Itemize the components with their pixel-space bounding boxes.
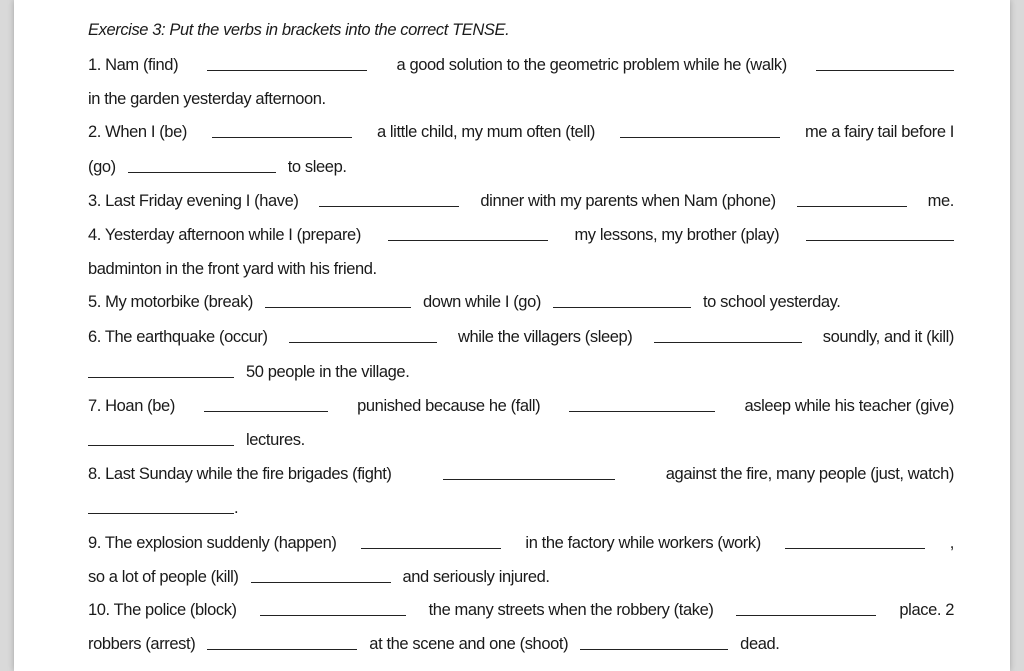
answer-blank[interactable] [816,70,954,71]
question-text: 2. When I (be) [88,123,187,141]
question-text: the many streets when the robbery (take) [428,601,714,619]
question-text: a good solution to the geometric problem while he (walk) [396,56,787,74]
question-text: while the villagers (sleep) [457,328,633,346]
answer-blank[interactable] [212,137,352,138]
question-text: dinner with my parents when Nam (phone) [480,192,776,210]
question-text: in the garden yesterday afternoon. [88,90,326,108]
exercise-title [88,18,954,40]
answer-blank[interactable] [128,172,276,173]
title-text: Exercise 3: Put the verbs in brackets into the correct TENSE. [88,21,510,39]
question-text: 50 people in the village. [246,363,410,381]
question-1-line-1 [88,53,954,75]
question-2-line-1 [88,120,954,142]
answer-blank[interactable] [620,137,780,138]
question-text: 9. The explosion suddenly (happen) [88,534,337,552]
question-text: punished because he (fall) [357,397,541,415]
question-text: lectures. [246,431,305,449]
answer-blank[interactable] [88,513,234,514]
answer-blank[interactable] [361,548,501,549]
question-text: . [234,499,239,517]
question-text: robbers (arrest) [88,635,196,653]
answer-blank[interactable] [443,479,615,480]
answer-blank[interactable] [388,240,548,241]
question-text: a little child, my mum often (tell) [376,123,595,141]
question-1-line-2 [88,87,954,109]
question-text: down while I (go) [423,293,541,311]
question-8-line-2 [88,496,954,518]
question-text: me a fairy tail before I [804,123,954,141]
question-text: 6. The earthquake (occur) [88,328,268,346]
answer-blank[interactable] [569,411,715,412]
answer-blank[interactable] [265,307,411,308]
question-9-line-1 [88,531,954,553]
question-text: asleep while his teacher (give) [744,397,954,415]
question-4-line-1 [88,223,954,245]
answer-blank[interactable] [289,342,437,343]
question-text: against the fire, many people (just, watch) [665,465,954,483]
answer-blank[interactable] [88,377,234,378]
question-text: 1. Nam (find) [88,56,179,74]
question-5-line-1 [88,290,954,312]
question-8-line-1 [88,462,954,484]
answer-blank[interactable] [260,615,406,616]
question-10-line-1 [88,598,954,620]
question-text: to sleep. [287,158,347,176]
question-text: in the factory while workers (work) [525,534,761,552]
worksheet-page [14,0,1010,671]
answer-blank[interactable] [207,70,367,71]
answer-blank[interactable] [88,445,234,446]
question-text: badminton in the front yard with his friend. [88,260,377,278]
question-text: 10. The police (block) [88,601,237,619]
question-text: 8. Last Sunday while the fire brigades (fight) [88,465,392,483]
question-7-line-2 [88,428,954,450]
answer-blank[interactable] [654,342,802,343]
question-text: at the scene and one (shoot) [369,635,569,653]
answer-blank[interactable] [806,240,954,241]
answer-blank[interactable] [251,582,391,583]
question-text: soundly, and it (kill) [822,328,954,346]
answer-blank[interactable] [207,649,357,650]
question-4-line-2 [88,257,954,279]
answer-blank[interactable] [785,548,925,549]
answer-blank[interactable] [736,615,876,616]
question-3-line-1 [88,189,954,211]
question-text: 4. Yesterday afternoon while I (prepare) [88,226,361,244]
question-10-line-2 [88,632,954,654]
answer-blank[interactable] [580,649,728,650]
question-7-line-1 [88,394,954,416]
question-text: , [949,534,954,552]
question-text: 3. Last Friday evening I (have) [88,192,299,210]
answer-blank[interactable] [204,411,328,412]
question-2-line-2 [88,155,954,177]
question-text: 7. Hoan (be) [88,397,175,415]
question-text: me. [927,192,954,210]
question-text: my lessons, my brother (play) [574,226,780,244]
question-9-line-2 [88,565,954,587]
question-text: place. 2 [899,601,954,619]
question-text: to school yesterday. [702,293,841,311]
answer-blank[interactable] [319,206,459,207]
answer-blank[interactable] [553,307,691,308]
question-text: and seriously injured. [402,568,550,586]
question-text: 5. My motorbike (break) [88,293,254,311]
question-text: (go) [88,158,116,176]
question-text: so a lot of people (kill) [88,568,239,586]
question-6-line-2 [88,360,954,382]
answer-blank[interactable] [797,206,907,207]
question-text: dead. [740,635,780,653]
question-6-line-1 [88,325,954,347]
